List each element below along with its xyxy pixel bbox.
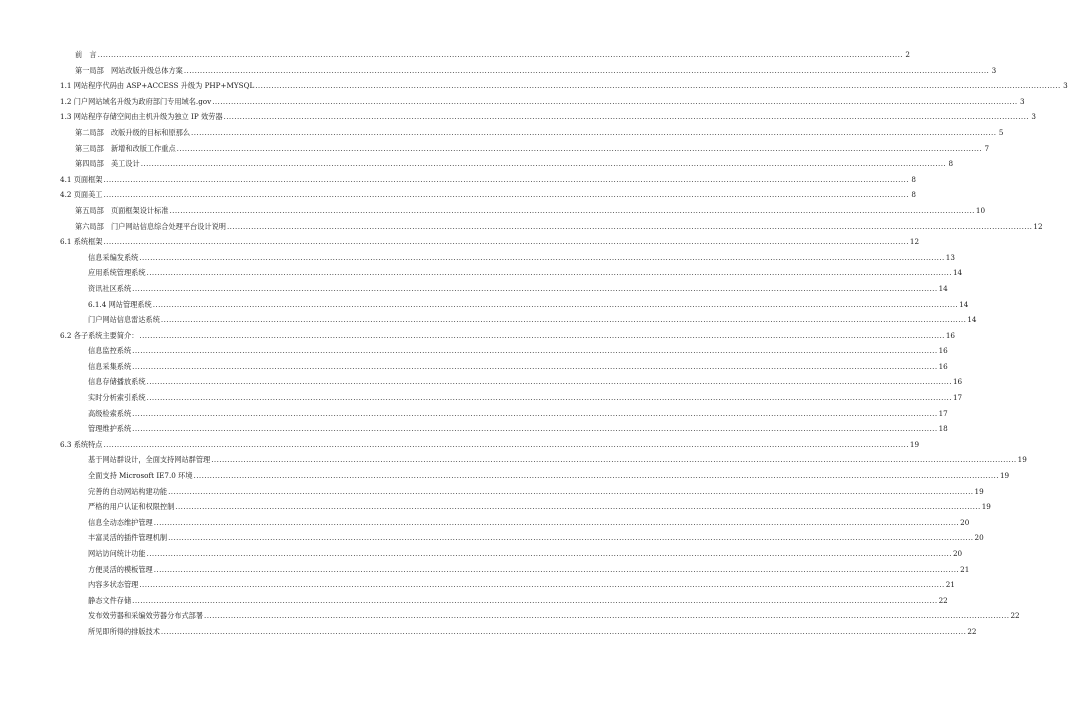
toc-entry[interactable] (0, 203, 986, 219)
toc-entry-title: 内容多状态管理 (88, 580, 139, 590)
toc-entry[interactable] (0, 156, 954, 172)
toc-dot-leader: ............................................................................................................................................................................................................................................................................................................ (152, 299, 959, 309)
toc-page-number: 19 (981, 502, 991, 512)
toc-entry-title: 1.2 门户网站域名升级为政府部门专用域名.gov (60, 96, 212, 106)
toc-entry[interactable] (0, 187, 916, 203)
toc-entry-title: 高级检索系统 (88, 408, 132, 418)
toc-entry-title: 完善的自动网站构建功能 (88, 486, 168, 496)
toc-page-number: 20 (960, 517, 970, 527)
toc-entry[interactable] (0, 530, 984, 546)
toc-entry-title: 方便灵活的模板管理 (88, 564, 153, 574)
toc-entry-title: 严格的用户认证和权限控制 (88, 502, 175, 512)
toc-page-number: 12 (1033, 221, 1043, 231)
toc-page-number: 17 (938, 408, 948, 418)
toc-dot-leader: ............................................................................................................................................................................................................................................................................................................ (191, 127, 997, 137)
toc-entry[interactable] (0, 328, 955, 344)
toc-entry[interactable] (0, 577, 955, 593)
toc-dot-leader: ............................................................................................................................................................................................................................................................................................................ (139, 252, 945, 262)
toc-entry[interactable] (0, 343, 948, 359)
toc-dot-leader: ............................................................................................................................................................................................................................................................................................................ (146, 549, 952, 558)
toc-entry[interactable] (0, 421, 948, 437)
toc-entry[interactable] (0, 125, 1004, 141)
toc-dot-leader: ............................................................................................................................................................................................................................................................................................................ (153, 564, 960, 574)
toc-page-number: 16 (952, 377, 963, 387)
toc-page-number: 8 (948, 159, 954, 169)
toc-page-number: 8 (911, 190, 916, 200)
toc-entry-title: 信息监控系统 (88, 346, 132, 356)
toc-entry[interactable] (0, 437, 920, 453)
toc-dot-leader: ............................................................................................................................................................................................................................................................................................................ (204, 611, 1010, 621)
toc-entry-title: 第一局部 网站改版升级总体方案 (75, 65, 183, 75)
toc-entry[interactable] (0, 281, 948, 297)
toc-page-number: 22 (1010, 611, 1020, 621)
toc-entry[interactable] (0, 47, 910, 63)
toc-page-number: 5 (998, 127, 1004, 137)
toc-dot-leader: ............................................................................................................................................................................................................................................................................................................ (132, 346, 938, 356)
toc-entry[interactable] (0, 359, 948, 375)
toc-entry[interactable] (0, 624, 977, 640)
toc-entry-title: 静态文件存储 (88, 595, 132, 605)
toc-page-number: 16 (945, 330, 955, 340)
toc-dot-leader: ............................................................................................................................................................................................................................................................................................................ (132, 283, 938, 293)
toc-dot-leader: ............................................................................................................................................................................................................................................................................................................ (132, 361, 938, 371)
toc-entry[interactable] (0, 78, 1068, 94)
toc-entry-title: 第五局部 页面框架设计标准 (75, 205, 169, 215)
toc-page-number: 21 (960, 564, 970, 574)
toc-entry[interactable] (0, 312, 977, 328)
toc-dot-leader: ............................................................................................................................................................................................................................................................................................................ (226, 221, 1033, 231)
toc-entry[interactable] (0, 608, 1020, 624)
toc-dot-leader: ............................................................................................................................................................................................................................................................................................................ (255, 81, 1061, 91)
table-of-contents (0, 47, 1068, 640)
toc-page-number: 3 (1020, 96, 1025, 106)
toc-entry-title: 4.2 页面美工 (60, 190, 103, 200)
toc-entry-title: 实时分析索引系统 (88, 393, 146, 403)
toc-entry[interactable] (0, 546, 963, 562)
toc-page-number: 21 (945, 580, 955, 590)
toc-entry-title: 6.1.4 网站管理系统 (88, 299, 152, 309)
toc-page-number: 22 (967, 626, 977, 636)
toc-entry-title: 6.2 各子系统主要简介： (60, 330, 139, 340)
toc-entry-title: 应用系统管理系统 (88, 268, 146, 278)
toc-entry-title: 第四局部 美工设计 (75, 159, 140, 169)
toc-page-number: 3 (1031, 112, 1036, 122)
toc-dot-leader: ............................................................................................................................................................................................................................................................................................................ (146, 268, 952, 278)
toc-entry[interactable] (0, 109, 1036, 125)
toc-entry[interactable] (0, 250, 955, 266)
toc-entry-title: 所见即所得的排版技术 (88, 626, 160, 636)
toc-dot-leader: ............................................................................................................................................................................................................................................................................................................ (139, 580, 945, 590)
toc-dot-leader: ............................................................................................................................................................................................................................................................................................................ (223, 112, 1029, 122)
toc-page-number: 14 (959, 299, 969, 309)
toc-entry-title: 1.1 网站程序代码由 ASP+ACCESS 升级为 PHP+MYSQL (60, 81, 255, 91)
toc-dot-leader: ............................................................................................................................................................................................................................................................................................................ (103, 190, 909, 200)
toc-entry-title: 门户网站信息雷达系统 (88, 315, 160, 325)
toc-entry-title: 前 言 (75, 50, 97, 59)
toc-dot-leader: ............................................................................................................................................................................................................................................................................................................ (139, 330, 945, 340)
toc-page-number: 7 (984, 143, 990, 153)
toc-entry-title: 丰富灵活的插件管理机制 (88, 533, 168, 543)
toc-entry-title: 基于网站群设计，全面支持网站群管理 (88, 455, 211, 465)
toc-entry-title: 信息存储播放系统 (88, 377, 146, 387)
toc-entry[interactable] (0, 390, 963, 406)
toc-entry[interactable] (0, 468, 1010, 484)
toc-dot-leader: ............................................................................................................................................................................................................................................................................................................ (153, 517, 960, 527)
toc-page-number: 13 (945, 252, 955, 262)
toc-entry-title: 发布效劳器和采编效劳器分布式部署 (88, 611, 204, 621)
toc-page-number: 20 (974, 533, 984, 543)
toc-dot-leader: ............................................................................................................................................................................................................................................................................................................ (176, 143, 983, 153)
toc-entry[interactable] (0, 297, 969, 313)
toc-page-number: 20 (952, 549, 963, 558)
toc-entry-title: 信息全动态维护管理 (88, 517, 153, 527)
toc-entry-title: 管理维护系统 (88, 424, 132, 434)
toc-page-number: 12 (909, 237, 920, 247)
toc-entry-title: 6.1 系统框架 (60, 237, 103, 247)
toc-page-number: 18 (938, 424, 948, 434)
toc-dot-leader: ............................................................................................................................................................................................................................................................................................................ (169, 205, 975, 215)
toc-page-number: 14 (952, 268, 963, 278)
toc-dot-leader: ............................................................................................................................................................................................................................................................................................................ (160, 315, 967, 325)
toc-entry[interactable] (0, 562, 970, 578)
toc-page-number: 19 (909, 439, 920, 449)
toc-dot-leader: ............................................................................................................................................................................................................................................................................................................ (193, 471, 999, 481)
toc-entry[interactable] (0, 499, 991, 515)
toc-dot-leader: ............................................................................................................................................................................................................................................................................................................ (175, 502, 981, 512)
toc-entry[interactable] (0, 515, 970, 531)
toc-dot-leader: ............................................................................................................................................................................................................................................................................................................ (211, 455, 1017, 465)
toc-dot-leader: ............................................................................................................................................................................................................................................................................................................ (168, 533, 974, 543)
toc-dot-leader: ............................................................................................................................................................................................................................................................................................................ (103, 174, 909, 184)
toc-dot-leader: ............................................................................................................................................................................................................................................................................................................ (160, 626, 967, 636)
toc-entry[interactable] (0, 452, 1027, 468)
toc-entry-title: 信息采编发系统 (88, 252, 139, 262)
toc-entry[interactable] (0, 94, 1025, 110)
toc-page-number: 19 (999, 471, 1010, 481)
toc-page-number: 17 (952, 393, 963, 403)
toc-entry-title: 4.1 页面框架 (60, 174, 103, 184)
toc-entry[interactable] (0, 593, 948, 609)
toc-dot-leader: ............................................................................................................................................................................................................................................................................................................ (132, 595, 938, 605)
toc-dot-leader: ............................................................................................................................................................................................................................................................................................................ (97, 50, 903, 59)
toc-entry[interactable] (0, 406, 948, 422)
toc-entry[interactable] (0, 219, 1043, 235)
toc-page-number: 2 (905, 50, 910, 59)
toc-dot-leader: ............................................................................................................................................................................................................................................................................................................ (146, 377, 952, 387)
toc-page-number: 10 (975, 205, 986, 215)
toc-entry[interactable] (0, 141, 990, 157)
toc-page-number: 3 (1063, 81, 1068, 91)
toc-page-number: 16 (938, 346, 948, 356)
toc-entry[interactable] (0, 484, 984, 500)
toc-entry-title: 信息采集系统 (88, 361, 132, 371)
toc-page-number: 14 (938, 283, 948, 293)
toc-dot-leader: ............................................................................................................................................................................................................................................................................................................ (103, 439, 909, 449)
toc-entry-title: 1.3 网站程序存储空间由主机升级为独立 IP 效劳器 (60, 112, 223, 122)
toc-entry-title: 第二局部 改版升级的目标和原那么 (75, 127, 191, 137)
toc-entry-title: 第六局部 门户网站信息综合处理平台设计说明 (75, 221, 226, 231)
toc-dot-leader: ............................................................................................................................................................................................................................................................................................................ (168, 486, 974, 496)
toc-dot-leader: ............................................................................................................................................................................................................................................................................................................ (146, 393, 952, 403)
toc-dot-leader: ............................................................................................................................................................................................................................................................................................................ (132, 424, 938, 434)
toc-page-number: 19 (974, 486, 984, 496)
toc-entry-title: 全面支持 Microsoft IE7.0 环境 (88, 471, 193, 481)
toc-entry-title: 资讯社区系统 (88, 283, 132, 293)
toc-page-number: 19 (1017, 455, 1027, 465)
toc-entry[interactable] (0, 265, 963, 281)
toc-entry-title: 6.3 系统特点 (60, 439, 103, 449)
toc-dot-leader: ............................................................................................................................................................................................................................................................................................................ (132, 408, 938, 418)
toc-dot-leader: ............................................................................................................................................................................................................................................................................................................ (140, 159, 947, 169)
toc-entry[interactable] (0, 63, 997, 79)
toc-page-number: 8 (911, 174, 916, 184)
toc-entry[interactable] (0, 374, 963, 390)
toc-dot-leader: ............................................................................................................................................................................................................................................................................................................ (103, 237, 909, 247)
toc-entry[interactable] (0, 234, 920, 250)
toc-dot-leader: ............................................................................................................................................................................................................................................................................................................ (212, 96, 1018, 106)
toc-entry-title: 第三局部 新增和改版工作重点 (75, 143, 176, 153)
toc-entry[interactable] (0, 172, 916, 188)
toc-entry-title: 网站访问统计功能 (88, 549, 146, 558)
toc-dot-leader: ............................................................................................................................................................................................................................................................................................................ (183, 65, 990, 75)
toc-page-number: 22 (938, 595, 948, 605)
toc-page-number: 16 (938, 361, 948, 371)
toc-page-number: 14 (967, 315, 977, 325)
toc-page-number: 3 (991, 65, 997, 75)
